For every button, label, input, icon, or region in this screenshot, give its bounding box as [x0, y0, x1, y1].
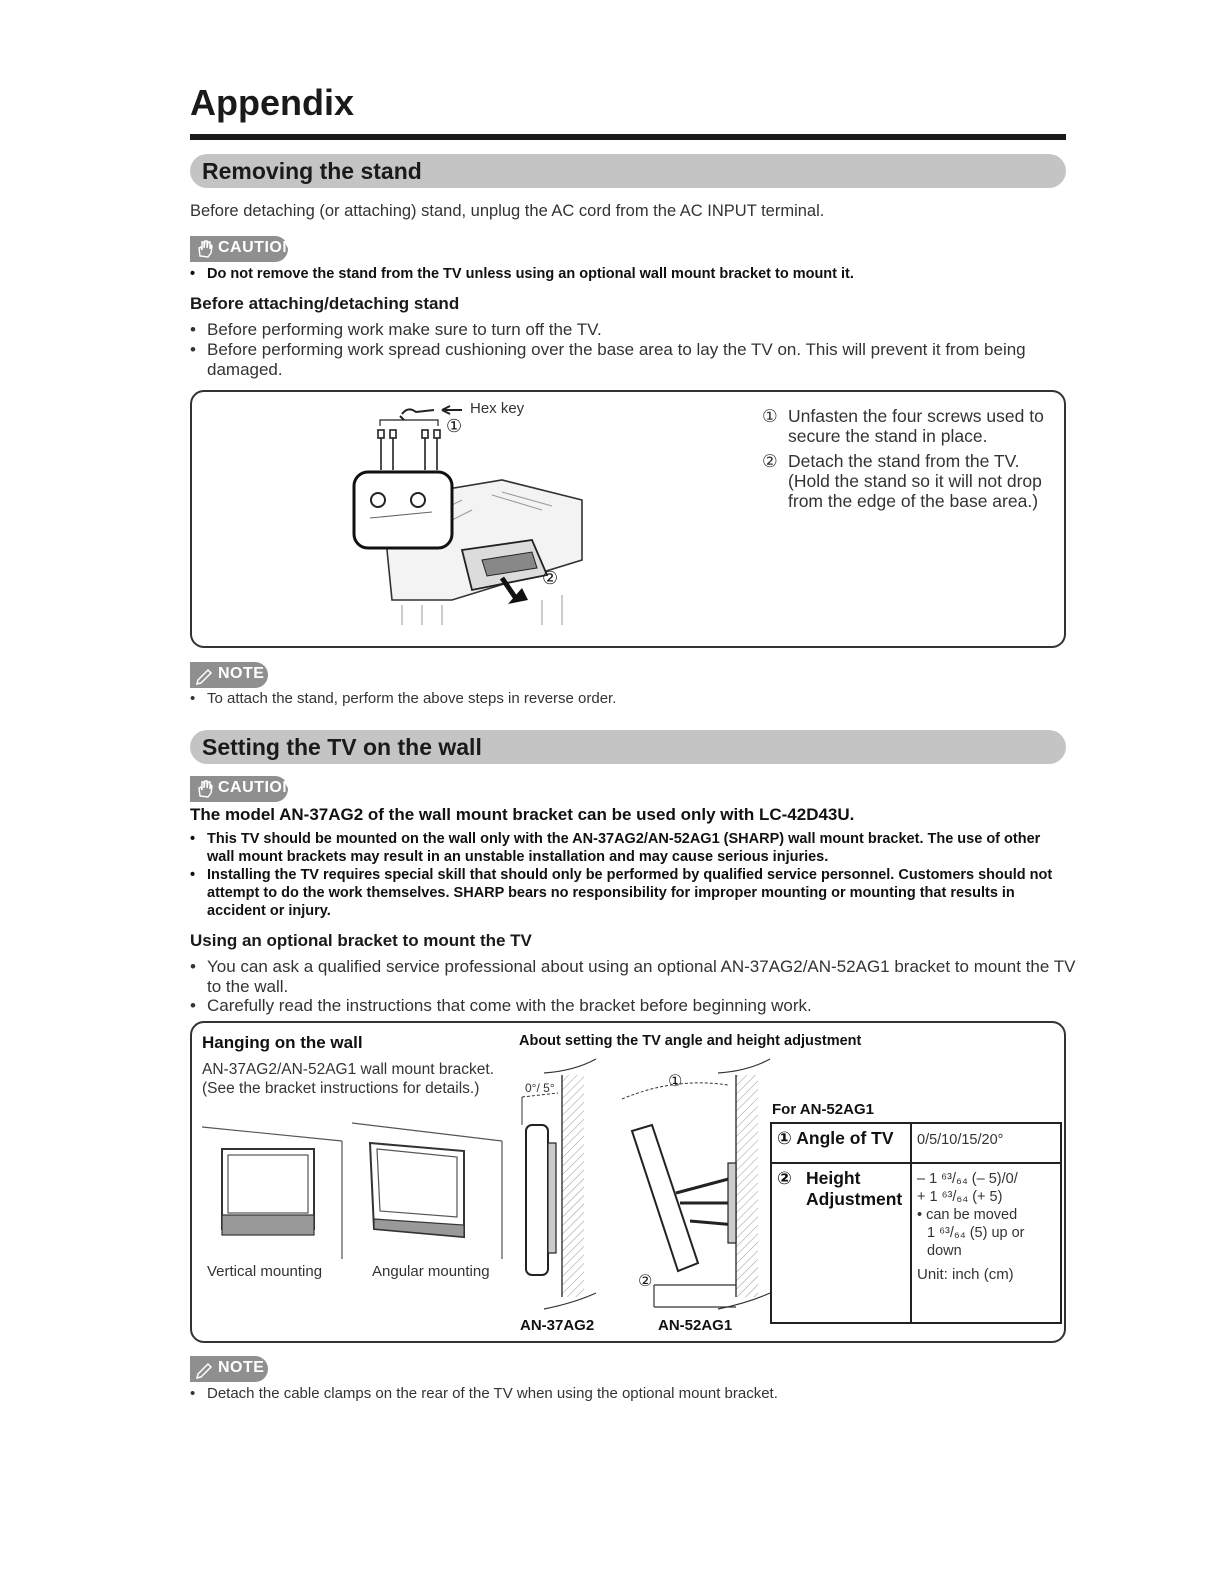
table-row: [771, 1123, 1061, 1163]
note-label: NOTE: [218, 665, 265, 682]
stand-removal-illustration: [342, 400, 602, 630]
hand-icon: [195, 779, 215, 804]
stand-removal-diagram-box: [190, 390, 1066, 648]
unit-label: Unit: inch (cm): [917, 1266, 1014, 1283]
hex-key-label: Hex key: [470, 400, 525, 417]
section-wall-title: Setting the TV on the wall: [202, 734, 482, 760]
about-marker-1: ①: [668, 1073, 683, 1090]
table-row: [771, 1163, 1061, 1323]
hanging-line-1: AN-37AG2/AN-52AG1 wall mount bracket.: [202, 1061, 495, 1078]
vertical-mounting-label: Vertical mounting: [207, 1263, 323, 1280]
section-removing-title: Removing the stand: [202, 158, 422, 184]
caution-badge: [190, 236, 295, 262]
caution-label: CAUTION: [218, 779, 295, 796]
model-an52ag1: AN-52AG1: [658, 1317, 733, 1334]
bracket-side-illustrations: [514, 1053, 774, 1315]
height-label-1: Height: [806, 1168, 861, 1188]
model-an37ag2: AN-37AG2: [520, 1317, 595, 1334]
angle-number: ①: [777, 1128, 792, 1148]
hanging-title: Hanging on the wall: [202, 1033, 363, 1052]
section-removing-heading: [190, 154, 1066, 188]
caution-label: CAUTION: [218, 239, 295, 256]
diagram-marker-1: ①: [446, 416, 463, 436]
mounting-illustrations: [202, 1119, 507, 1269]
angular-mounting-label: Angular mounting: [372, 1263, 490, 1280]
note-label: NOTE: [218, 1359, 265, 1376]
height-label-2: Adjustment: [806, 1189, 903, 1209]
step-2-number: ②: [762, 451, 778, 471]
note-badge: [190, 662, 268, 688]
height-value-5: down: [927, 1243, 962, 1259]
spec-table: [770, 1122, 1062, 1324]
section-wall-heading: [190, 730, 1066, 764]
angle-value: 0/5/10/15/20°: [917, 1132, 1004, 1148]
height-value-2: + 1 ⁶³/₆₄ (+ 5): [917, 1189, 1003, 1205]
step-1-text: Unfasten the four screws used to secure the stand in place.: [788, 406, 1044, 446]
list-item: • Carefully read the instructions that come with the bracket before beginning work.: [190, 996, 812, 1015]
removing-intro: Before detaching (or attaching) stand, unplug the AC cord from the AC INPUT terminal.: [190, 202, 825, 220]
angle-small-label: 0°/ 5°: [525, 1081, 555, 1095]
hand-icon: [195, 239, 215, 264]
wall-sub-heading: Using an optional bracket to mount the TV: [190, 931, 532, 950]
about-title: About setting the TV angle and height adjustment: [519, 1033, 862, 1049]
caution-lead: The model AN-37AG2 of the wall mount bracket can be used only with LC-42D43U.: [190, 805, 855, 824]
page-title: Appendix: [190, 82, 355, 123]
hanging-line-2: (See the bracket instructions for details.): [202, 1080, 480, 1097]
height-value-1: – 1 ⁶³/₆₄ (– 5)/0/: [917, 1171, 1018, 1187]
caution-item: • This TV should be mounted on the wall only with the AN-37AG2/AN-52AG1 (SHARP) wall mount bracket. The use of other wall mount brackets may result in an unstable installation and may cause serious injuries.: [190, 831, 1041, 865]
list-item: • You can ask a qualified service professional about using an optional AN-37AG2/AN-52AG1 bracket to mount the TV to the wall.: [190, 957, 1076, 996]
about-marker-2: ②: [638, 1273, 653, 1290]
title-rule: [190, 134, 1066, 140]
height-value-3: • can be moved: [917, 1207, 1018, 1223]
caution-item: • Installing the TV requires special skill that should only be performed by qualified service personnel. Customers should not attempt to do the work themselves. SHARP bears no responsibility for improper mounting or mounting that results in accident or injury.: [190, 867, 1053, 919]
list-item: • Before performing work spread cushioning over the base area to lay the TV on. This will prevent it from being damaged.: [190, 340, 1026, 379]
diagram-marker-2: ②: [542, 568, 559, 588]
height-number: ②: [777, 1168, 792, 1188]
removing-sub-heading: Before attaching/detaching stand: [190, 294, 460, 313]
step-1-number: ①: [762, 406, 778, 426]
spec-caption: For AN-52AG1: [772, 1101, 874, 1118]
note-badge: [190, 1356, 268, 1382]
list-item: • Before performing work make sure to turn off the TV.: [190, 320, 602, 339]
pencil-icon: [195, 665, 215, 690]
step-2-text: Detach the stand from the TV. (Hold the stand so it will not drop from the edge of the base area.): [788, 451, 1042, 511]
caution-badge: [190, 776, 295, 802]
pencil-icon: [195, 1359, 215, 1384]
angle-label: Angle of TV: [796, 1128, 894, 1148]
height-value-4: 1 ⁶³/₆₄ (5) up or: [927, 1225, 1025, 1241]
